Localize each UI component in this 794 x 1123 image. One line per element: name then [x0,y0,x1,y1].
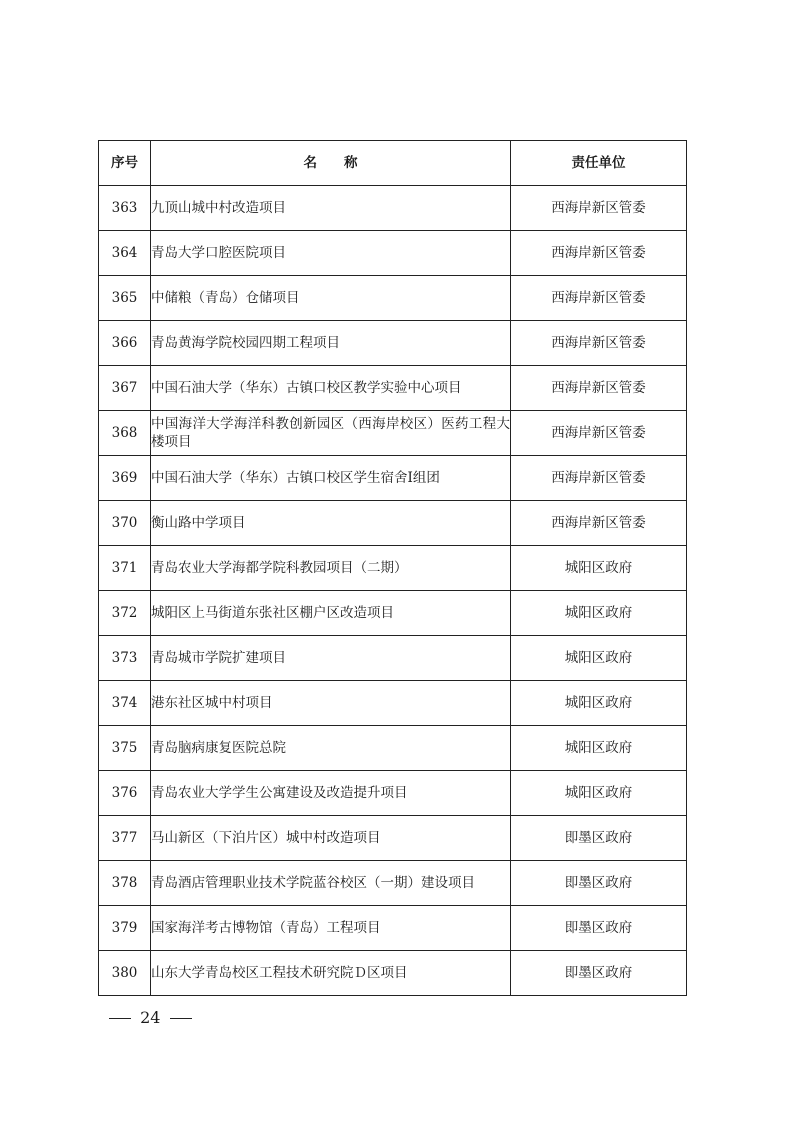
row-number: 373 [99,636,151,681]
table-row [99,591,687,636]
table-row [99,321,687,366]
row-number: 380 [99,951,151,996]
responsible-unit: 即墨区政府 [511,861,687,906]
responsible-unit: 即墨区政府 [511,951,687,996]
project-table [98,140,687,996]
project-name: 中国石油大学（华东）古镇口校区学生宿舍Ⅰ组团 [151,456,511,501]
project-name: 青岛农业大学海都学院科教园项目（二期） [151,546,511,591]
row-number: 379 [99,906,151,951]
project-name: 九顶山城中村改造项目 [151,186,511,231]
row-number: 364 [99,231,151,276]
row-number: 365 [99,276,151,321]
row-number: 371 [99,546,151,591]
page-footer [105,1008,196,1027]
table-row [99,276,687,321]
responsible-unit: 西海岸新区管委 [511,231,687,276]
project-name: 青岛黄海学院校园四期工程项目 [151,321,511,366]
header-name-label: 名 称 [303,155,358,171]
table-row [99,186,687,231]
table-row [99,366,687,411]
row-number: 369 [99,456,151,501]
header-no: 序号 [99,141,151,186]
table-row [99,501,687,546]
header-unit: 责任单位 [511,141,687,186]
row-number: 368 [99,411,151,456]
row-number: 378 [99,861,151,906]
table-row [99,681,687,726]
project-name: 城阳区上马街道东张社区棚户区改造项目 [151,591,511,636]
table-row [99,951,687,996]
responsible-unit: 城阳区政府 [511,726,687,771]
project-name: 青岛脑病康复医院总院 [151,726,511,771]
table-row [99,411,687,456]
project-name: 马山新区（下泊片区）城中村改造项目 [151,816,511,861]
responsible-unit: 城阳区政府 [511,771,687,816]
table-row [99,771,687,816]
table-row [99,861,687,906]
row-number: 363 [99,186,151,231]
project-name: 港东社区城中村项目 [151,681,511,726]
footer-dash-right [170,1018,192,1019]
row-number: 375 [99,726,151,771]
responsible-unit: 西海岸新区管委 [511,411,687,456]
responsible-unit: 西海岸新区管委 [511,186,687,231]
project-name: 青岛酒店管理职业技术学院蓝谷校区（一期）建设项目 [151,861,511,906]
responsible-unit: 城阳区政府 [511,681,687,726]
row-number: 376 [99,771,151,816]
project-name: 中储粮（青岛）仓储项目 [151,276,511,321]
table-row [99,546,687,591]
table-row [99,906,687,951]
responsible-unit: 城阳区政府 [511,546,687,591]
header-name [151,141,511,186]
responsible-unit: 即墨区政府 [511,816,687,861]
page-number: 24 [140,1008,161,1027]
project-name: 中国石油大学（华东）古镇口校区教学实验中心项目 [151,366,511,411]
responsible-unit: 西海岸新区管委 [511,456,687,501]
project-name: 青岛农业大学学生公寓建设及改造提升项目 [151,771,511,816]
responsible-unit: 即墨区政府 [511,906,687,951]
project-name: 中国海洋大学海洋科教创新园区（西海岸校区）医药工程大楼项目 [151,411,511,456]
row-number: 374 [99,681,151,726]
table-row [99,816,687,861]
row-number: 377 [99,816,151,861]
footer-dash-left [109,1018,131,1019]
table-row [99,726,687,771]
project-name: 衡山路中学项目 [151,501,511,546]
row-number: 367 [99,366,151,411]
responsible-unit: 西海岸新区管委 [511,321,687,366]
table-row [99,231,687,276]
project-name: 青岛大学口腔医院项目 [151,231,511,276]
responsible-unit: 城阳区政府 [511,591,687,636]
table-row [99,636,687,681]
responsible-unit: 城阳区政府 [511,636,687,681]
responsible-unit: 西海岸新区管委 [511,276,687,321]
table-body [99,186,687,996]
project-name: 山东大学青岛校区工程技术研究院Ｄ区项目 [151,951,511,996]
responsible-unit: 西海岸新区管委 [511,501,687,546]
row-number: 372 [99,591,151,636]
table-header-row [99,141,687,186]
project-name: 国家海洋考古博物馆（青岛）工程项目 [151,906,511,951]
responsible-unit: 西海岸新区管委 [511,366,687,411]
row-number: 366 [99,321,151,366]
project-name: 青岛城市学院扩建项目 [151,636,511,681]
row-number: 370 [99,501,151,546]
table-row [99,456,687,501]
